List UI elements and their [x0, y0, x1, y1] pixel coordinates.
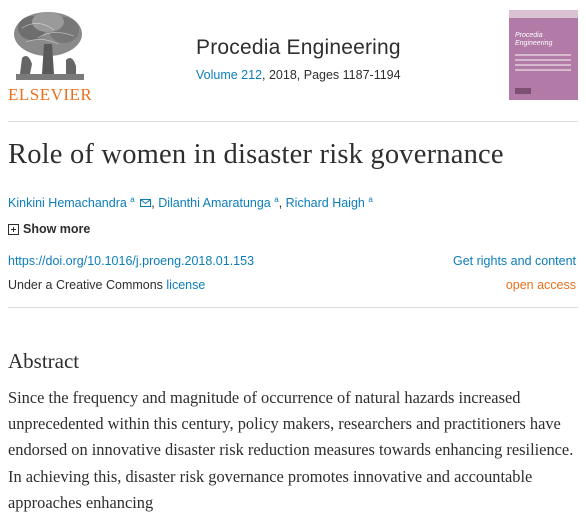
elsevier-logo[interactable] [8, 8, 93, 106]
license-prefix: Under a Creative Commons [8, 278, 167, 292]
author-list [8, 196, 373, 210]
journal-meta [196, 68, 401, 82]
journal-title-link[interactable]: Procedia Engineering [196, 36, 401, 59]
show-more-label: Show more [23, 222, 91, 236]
cover-text-lines [515, 54, 571, 74]
author-link[interactable]: Richard Haigh [285, 196, 365, 210]
mail-icon[interactable] [140, 199, 151, 207]
affiliation-marker[interactable]: a [368, 194, 373, 204]
license-link[interactable]: license [166, 278, 206, 292]
open-access-badge: open access [505, 278, 576, 292]
tree-logo-icon [8, 8, 90, 84]
author-separator: , [151, 196, 159, 210]
affiliation-marker[interactable]: a [274, 194, 279, 204]
cover-top-band [509, 10, 578, 18]
article-title: Role of women in disaster risk governance [8, 139, 504, 170]
volume-link[interactable]: Volume 212 [196, 68, 263, 82]
rights-link[interactable]: Get rights and content [453, 254, 576, 268]
page-header [0, 0, 586, 120]
cover-badge [515, 88, 531, 94]
author-link[interactable]: Dilanthi Amaratunga [158, 196, 271, 210]
journal-info [196, 36, 401, 82]
meta-divider [8, 307, 578, 308]
license-line [8, 278, 205, 292]
volume-details: , 2018, Pages 1187-1194 [262, 68, 401, 82]
affiliation-marker[interactable]: a [130, 194, 135, 204]
plus-box-icon [8, 224, 19, 235]
elsevier-wordmark: ELSEVIER [8, 85, 93, 104]
show-more-toggle[interactable] [8, 222, 90, 236]
author-link[interactable]: Kinkini Hemachandra [8, 196, 127, 210]
doi-link[interactable]: https://doi.org/10.1016/j.proeng.2018.01.153 [8, 254, 255, 268]
abstract-text: Since the frequency and magnitude of occurrence of natural hazards increased unprecedented within this century, policy makers, researchers and practitioners have endorsed on innovative disaster risk reduction measures towards enhancing resilience. In achieving this, disaster risk governance promotes innovative and accountable approaches enhancing [8, 388, 574, 512]
author-separator: , [278, 196, 286, 210]
cover-title: Procedia Engineering [515, 32, 553, 47]
header-divider [8, 121, 578, 122]
journal-cover-image[interactable] [509, 10, 578, 100]
abstract-heading: Abstract [8, 349, 80, 373]
